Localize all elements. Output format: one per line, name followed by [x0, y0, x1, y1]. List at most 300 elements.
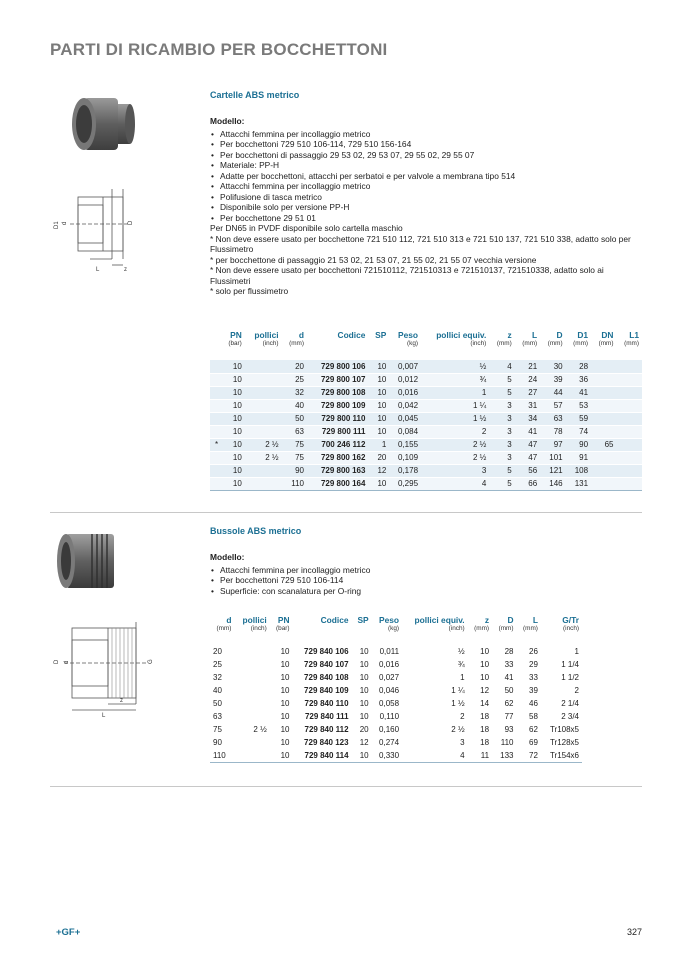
table-cell [234, 697, 269, 710]
table-cell [591, 373, 616, 386]
col-header: PN [230, 329, 242, 340]
svg-text:D: D [128, 220, 134, 225]
table-cell: 2 [574, 686, 579, 695]
table-cell: 0,046 [379, 686, 400, 695]
table-cell [616, 464, 642, 477]
table-cell: 2 ½ [245, 438, 282, 451]
table-cell [591, 451, 616, 464]
page-number: 327 [626, 927, 642, 937]
table-cell: 0,058 [379, 699, 400, 708]
table-cell: 131 [566, 477, 591, 490]
table-cell: 729 800 110 [307, 412, 368, 425]
table-cell: ¾ [457, 660, 465, 669]
table-cell [245, 399, 282, 412]
table-cell: 27 [515, 386, 540, 399]
product-image-cartella [62, 92, 142, 152]
table-cell: 729 800 108 [307, 386, 368, 399]
table-cell: 0,045 [389, 412, 421, 425]
table-cell: 32 [282, 386, 307, 399]
col-header: Codice [337, 329, 366, 340]
table-cell: 110 [210, 749, 234, 762]
svg-text:z: z [120, 698, 123, 704]
table-cell: 10 [221, 438, 245, 451]
table-cell: 57 [540, 399, 565, 412]
label-d1: D1 [54, 221, 60, 229]
table-cell: 5 [489, 386, 514, 399]
table-body [210, 360, 642, 490]
col-header: D [507, 614, 514, 625]
table-cell: 1 ½ [451, 699, 465, 708]
table-header-row [210, 329, 642, 340]
table-cell: 10 [280, 686, 290, 695]
table-cell: 20 [359, 725, 369, 734]
table-cell: 32 [213, 673, 222, 682]
table-cell [210, 386, 221, 399]
table-cell: 101 [540, 451, 565, 464]
table-cell: 10 [280, 660, 290, 669]
svg-text:D: D [54, 659, 60, 664]
table-cell: 12 [480, 686, 490, 695]
table-cell: ¾ [421, 373, 489, 386]
table-cell: 18 [480, 712, 490, 721]
page-title: PARTI DI RICAMBIO PER BOCCHETTONI [50, 40, 388, 59]
notes [210, 223, 640, 297]
table-cell: 3 [489, 425, 514, 438]
table-cell: 36 [566, 373, 591, 386]
unit-label: (kg) [407, 340, 419, 347]
col-header: Codice [320, 614, 349, 625]
table-cell [234, 710, 269, 723]
table-cell: 10 [480, 660, 490, 669]
table-cell: 12 [368, 464, 389, 477]
table-cell [591, 399, 616, 412]
model-description [210, 116, 640, 297]
table-cell: 1 [460, 673, 465, 682]
list-item: • Per bocchettoni di passaggio 29 53 02, 29 53 07, 29 55 02, 29 55 07 [210, 150, 640, 161]
table-cell: ½ [457, 646, 465, 656]
col-header: d [298, 329, 304, 340]
table-cell: 729 840 108 [304, 673, 349, 682]
table-cell: 10 [368, 477, 389, 490]
feature-list [210, 565, 640, 597]
table-cell: 63 [540, 412, 565, 425]
table-cell [245, 412, 282, 425]
table-cell: 729 840 107 [304, 660, 349, 669]
table-cell: 63 [213, 712, 222, 721]
table-cell: 729 840 106 [304, 646, 349, 656]
table-cell: 11 [468, 749, 492, 762]
list-item: • Disponibile solo per versione PP-H [210, 202, 640, 213]
table-cell: 97 [540, 438, 565, 451]
table-cell: 65 [591, 438, 616, 451]
col-header: DN [601, 329, 614, 340]
col-header: pollici equiv. [414, 614, 465, 625]
unit-label: (mm) [216, 625, 232, 632]
table-cell: 1 [421, 386, 489, 399]
table-cell: 25 [213, 660, 222, 669]
table-cell: 10 [368, 399, 389, 412]
table-cell: 4 [402, 749, 468, 762]
table-cell: 93 [504, 725, 514, 734]
table-cell: 33 [529, 673, 538, 682]
col-header: D1 [577, 329, 589, 340]
table-cell: 25 [282, 373, 307, 386]
table-cell: 0,007 [389, 360, 421, 373]
table-cell: 0,160 [379, 725, 400, 734]
table-cell: 41 [504, 673, 514, 682]
section-bussole [50, 520, 642, 785]
col-header: Peso [379, 614, 400, 625]
unit-label: (inch) [563, 625, 579, 632]
table-cell: 18 [480, 738, 490, 747]
table-cell: 0,011 [379, 646, 400, 656]
table-cell [210, 451, 221, 464]
table-cell [210, 412, 221, 425]
table-cell: 10 [280, 725, 290, 734]
table-cell [245, 386, 282, 399]
table-row [210, 736, 582, 749]
note: Per DN65 in PVDF disponibile solo cartella maschio [210, 223, 403, 233]
table-row [210, 723, 582, 736]
table-cell: 10 [280, 646, 290, 656]
table-cell: 20 [368, 451, 389, 464]
table-cell: ½ [421, 360, 489, 373]
model-description [210, 552, 640, 596]
col-header: pollici [254, 329, 279, 340]
table-cell: 41 [566, 386, 591, 399]
table-cell: 10 [280, 712, 290, 721]
table-cell [234, 658, 269, 671]
table-cell [616, 386, 642, 399]
table-cell [245, 477, 282, 490]
table-cell: 47 [515, 438, 540, 451]
table-cell: 20 [213, 646, 222, 656]
table-cell: 90 [213, 738, 222, 747]
table-cell [245, 373, 282, 386]
table-cell: 729 840 109 [304, 686, 349, 695]
table-cell [616, 373, 642, 386]
table-cell: 10 [359, 673, 369, 682]
table-cell: 56 [515, 464, 540, 477]
table-cell [591, 464, 616, 477]
table-cell: 2 ½ [253, 725, 267, 734]
table-cell: 10 [368, 412, 389, 425]
product-image-bussola [52, 526, 132, 596]
table-cell: 75 [282, 438, 307, 451]
model-label: Modello: [210, 552, 245, 562]
unit-label [368, 340, 389, 360]
svg-text:G: G [148, 659, 154, 664]
table-row [210, 438, 642, 451]
col-header: pollici equiv. [436, 329, 487, 340]
note: * per bocchettone di passaggio 21 53 02, 21 53 07, 21 55 02, 21 55 07 vecchia versione [210, 254, 537, 265]
table-cell [616, 438, 642, 451]
table-cell: 729 840 112 [304, 725, 349, 734]
unit-label: (inch) [250, 625, 267, 632]
table-cell: 33 [504, 660, 514, 669]
table-cell: 2 [460, 712, 465, 721]
table-cell [210, 425, 221, 438]
col-header: pollici [242, 614, 267, 625]
table-cell: Tr108x5 [549, 725, 579, 734]
table-cell: 10 [221, 399, 245, 412]
table-cell [245, 464, 282, 477]
table-cell: 10 [368, 360, 389, 373]
table-cell [616, 399, 642, 412]
table-cell: 1 ¼ [451, 686, 465, 695]
table-cell [210, 477, 221, 490]
table-cell: 58 [529, 712, 538, 721]
table-cell: Tr154x6 [541, 749, 582, 762]
section-divider [50, 786, 642, 787]
table-cell: 91 [566, 451, 591, 464]
col-header: z [507, 329, 512, 340]
table-cell [616, 412, 642, 425]
table-cell: 47 [515, 451, 540, 464]
table-cell: 0,330 [372, 749, 402, 762]
table-cell: 0,027 [379, 673, 400, 682]
table-cell: 50 [213, 699, 222, 708]
table-cell: 4 [421, 477, 489, 490]
list-item: • Per bocchettoni 729 510 106-114 [210, 575, 640, 586]
table-cell: 39 [529, 686, 538, 695]
technical-drawing-bussola [50, 618, 160, 718]
table-row [210, 373, 642, 386]
table-cell: 110 [282, 477, 307, 490]
table-cell: 78 [540, 425, 565, 438]
table-cell: 0,084 [389, 425, 421, 438]
unit-label: (bar) [276, 625, 290, 632]
gf-logo: +GF+ [56, 927, 81, 938]
table-cell: 20 [282, 360, 307, 373]
table-cell: 10 [221, 451, 245, 464]
unit-label: (mm) [289, 340, 304, 347]
list-item: • Per bocchettoni 729 510 106-114, 729 510 156-164 [210, 139, 640, 150]
table-row [210, 684, 582, 697]
table-cell: 3 [460, 738, 465, 747]
table-cell: 66 [515, 477, 540, 490]
table-header-row [210, 614, 582, 625]
table-cell: 4 [489, 360, 514, 373]
table-cell: 10 [221, 373, 245, 386]
table-row [210, 399, 642, 412]
unit-label [293, 625, 352, 645]
table-cell: 729 800 162 [307, 451, 368, 464]
table-cell: 74 [566, 425, 591, 438]
svg-text:z: z [124, 267, 127, 273]
list-item: • Per bocchettone 29 51 01 [210, 213, 640, 224]
unit-label: (mm) [523, 625, 538, 632]
table-row [210, 477, 642, 490]
section-title: Cartelle ABS metrico [210, 90, 300, 100]
table-cell: 10 [270, 749, 293, 762]
table-cell [616, 477, 642, 490]
table-cell [591, 425, 616, 438]
table-cell: 10 [480, 673, 490, 682]
table-cell: 108 [566, 464, 591, 477]
table-row [210, 360, 642, 373]
list-item: • Attacchi femmina per incollaggio metrico [210, 565, 640, 576]
table-cell: Tr128x5 [549, 738, 579, 747]
list-item: • Attacchi femmina per incollaggio metrico [210, 129, 640, 140]
unit-label: (mm) [598, 340, 614, 347]
col-header: SP [357, 614, 369, 625]
table-cell: 1 1/2 [561, 673, 579, 682]
table-cell: 2 ½ [421, 438, 489, 451]
table-row [210, 671, 582, 684]
table-cell: 10 [359, 660, 369, 669]
table-cell: 12 [359, 738, 369, 747]
table-cell [591, 386, 616, 399]
table-cell: 63 [282, 425, 307, 438]
section-divider [50, 512, 642, 513]
table-cell: 10 [221, 412, 245, 425]
list-item: • Adatte per bocchettoni, attacchi per serbatoi e per valvole a membrana tipo 514 [210, 171, 640, 182]
table-cell: 0,012 [389, 373, 421, 386]
table-row [210, 710, 582, 723]
table-cell: 10 [359, 686, 369, 695]
table-cell: 729 800 111 [307, 425, 368, 438]
table-cell: 5 [489, 477, 514, 490]
table-cell [210, 373, 221, 386]
table-cell: 10 [221, 464, 245, 477]
table-cell: 10 [280, 673, 290, 682]
data-table-cartelle [210, 329, 642, 491]
table-cell: 729 800 163 [307, 464, 368, 477]
table-cell: 77 [504, 712, 514, 721]
table-cell: 26 [529, 646, 538, 656]
table-cell: 59 [566, 412, 591, 425]
unit-label: (mm) [522, 340, 538, 347]
table-cell: 10 [221, 360, 245, 373]
table-cell: 3 [489, 451, 514, 464]
table-cell [616, 451, 642, 464]
col-header: SP [375, 329, 387, 340]
table-cell: 28 [566, 360, 591, 373]
table-units-row [210, 625, 582, 645]
table-cell: 39 [540, 373, 565, 386]
col-header: PN [277, 614, 290, 625]
table-cell: 10 [280, 738, 290, 747]
table-cell [245, 425, 282, 438]
technical-drawing-cartella [50, 179, 140, 289]
unit-label: (mm) [498, 625, 514, 632]
col-header: L [532, 614, 538, 625]
table-cell: * [210, 438, 221, 451]
table-cell: 40 [213, 686, 222, 695]
table-cell: 10 [359, 712, 369, 721]
table-row [210, 425, 642, 438]
note: * solo per flussimetro [210, 286, 289, 296]
table-cell: 40 [282, 399, 307, 412]
table-cell: 75 [213, 725, 222, 734]
col-header: z [484, 614, 490, 625]
col-header: L1 [629, 329, 639, 340]
table-cell: 69 [529, 738, 538, 747]
table-cell: 5 [489, 373, 514, 386]
svg-text:L: L [96, 267, 100, 273]
table-cell: 2 1/4 [561, 699, 579, 708]
table-cell [210, 360, 221, 373]
table-cell [591, 477, 616, 490]
unit-label: (mm) [573, 340, 589, 347]
unit-label: (inch) [470, 340, 487, 347]
list-item: • Materiale: PP-H [210, 160, 640, 171]
table-cell [234, 684, 269, 697]
table-cell: 3 [489, 399, 514, 412]
table-cell [616, 360, 642, 373]
col-header: G/Tr [562, 614, 579, 625]
table-cell: 729 800 106 [307, 360, 368, 373]
unit-label: (mm) [547, 340, 563, 347]
table-row [210, 451, 642, 464]
table-cell: 90 [566, 438, 591, 451]
table-cell: 700 246 112 [307, 438, 368, 451]
table-cell [234, 736, 269, 749]
table-cell: 90 [282, 464, 307, 477]
table-cell: 3 [421, 464, 489, 477]
table-cell: 46 [529, 699, 538, 708]
table-cell: 10 [368, 386, 389, 399]
table-cell: 0,016 [389, 386, 421, 399]
table-cell: 3 [489, 412, 514, 425]
col-header: L [532, 329, 538, 340]
table-cell: 133 [492, 749, 516, 762]
table-cell: 729 840 110 [304, 699, 349, 708]
table-cell: 72 [517, 749, 541, 762]
table-cell: 2 [421, 425, 489, 438]
table-row [210, 464, 642, 477]
table-cell: 10 [221, 425, 245, 438]
note: * Non deve essere usato per bocchettoni 721510112, 721510313 e 721510137, 721510338, adatto solo ai Flussimetri [210, 265, 607, 286]
col-header: D [556, 329, 563, 340]
note: * Non deve essere usato per bocchettone 721 510 112, 721 510 313 e 721 510 137, 721 510 338, adatto solo per Flussimetro [210, 233, 634, 254]
unit-label: (mm) [624, 340, 639, 347]
table-cell: 2 3/4 [561, 712, 579, 721]
table-cell: 10 [221, 477, 245, 490]
table-cell: 146 [540, 477, 565, 490]
table-cell: 14 [480, 699, 490, 708]
table-cell: 3 [489, 438, 514, 451]
table-cell: 1 ½ [421, 412, 489, 425]
table-cell [245, 360, 282, 373]
table-cell: 0,042 [389, 399, 421, 412]
table-cell: 729 800 109 [307, 399, 368, 412]
table-cell: 34 [515, 412, 540, 425]
table-row [210, 645, 582, 658]
table-cell: 75 [282, 451, 307, 464]
table-cell [591, 412, 616, 425]
svg-text:d: d [64, 660, 70, 664]
col-header: Peso [398, 329, 419, 340]
table-cell: 729 800 164 [307, 477, 368, 490]
unit-label [307, 340, 368, 360]
table-cell: 1 [368, 438, 389, 451]
unit-label: (inch) [448, 625, 465, 632]
table-cell: 62 [529, 725, 538, 734]
table-cell: 110 [500, 738, 514, 747]
table-cell: 121 [540, 464, 565, 477]
list-item: • Polifusione di tasca metrico [210, 192, 640, 203]
unit-label: (kg) [388, 625, 400, 632]
table-cell: 0,178 [389, 464, 421, 477]
table-units-row [210, 340, 642, 360]
table-cell: 0,109 [389, 451, 421, 464]
table-cell: 0,295 [389, 477, 421, 490]
table-cell: 10 [368, 425, 389, 438]
unit-label: (mm) [496, 340, 512, 347]
table-cell: 2 ½ [421, 451, 489, 464]
